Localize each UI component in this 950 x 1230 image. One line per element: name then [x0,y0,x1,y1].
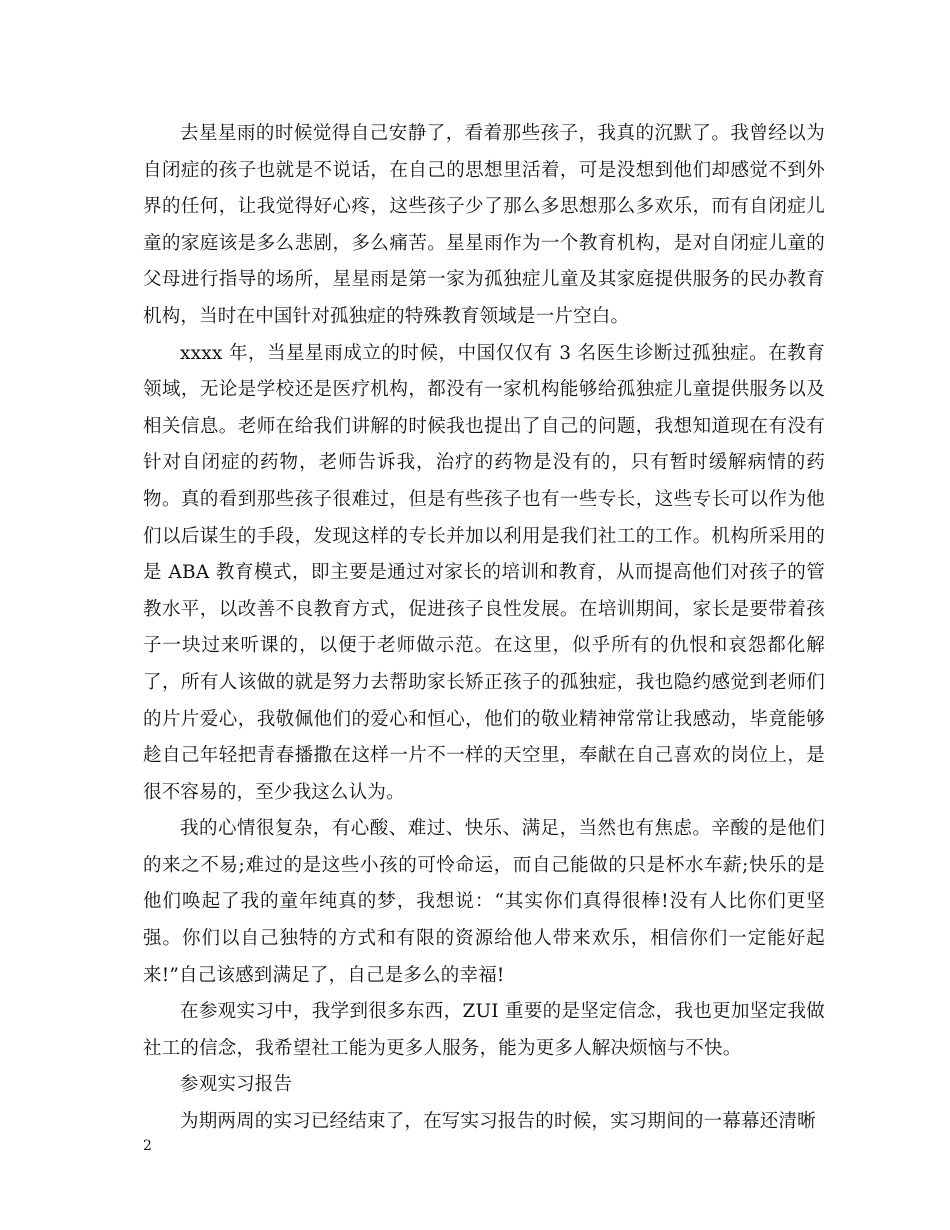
paragraph-star-rain-visit: 去星星雨的时候觉得自己安静了，看着那些孩子，我真的沉默了。我曾经以为自闭症的孩子也就是不说话，在自己的思想里活着，可是没想到他们却感觉不到外界的任何，让我觉得好心疼，这些孩子少了那么多思想那么多欢乐，而有自闭症儿童的家庭该是多么悲剧，多么痛苦。星星雨作为一个教育机构，是对自闭症儿童的父母进行指导的场所，星星雨是第一家为孤独症儿童及其家庭提供服务的民办教育机构，当时在中国针对孤独症的特殊教育领域是一片空白。 [143,123,825,327]
paragraph-report-intro: 为期两周的实习已经结束了，在写实习报告的时候，实习期间的一幕幕还清晰 [180,1111,816,1133]
section-heading: 参观实习报告 [180,1074,293,1096]
paragraph-feelings: 我的心情很复杂，有心酸、难过、快乐、满足，当然也有焦虑。辛酸的是他们的来之不易;难过的是这些小孩的可怜命运，而自己能做的只是杯水车薪;快乐的是他们唤起了我的童年纯真的梦，我想说：“其实你们真得很棒!没有人比你们更坚强。你们以自己独特的方式和有限的资源给他人带来欢乐，相信你们一定能好起来!”自己该感到满足了，自己是多么的幸福! [143,818,825,986]
page-number: 2 [143,1138,152,1154]
paragraph-autism-education: xxxx 年，当星星雨成立的时候，中国仅仅有 3 名医生诊断过孤独症。在教育领域，无论是学校还是医疗机构，都没有一家机构能够给孤独症儿童提供服务以及相关信息。老师在给我们讲解的时候我也提出了自己的问题，我想知道现在有没有针对自闭症的药物，老师告诉我，治疗的药物是没有的，只有暂时缓解病情的药物。真的看到那些孩子很难过，但是有些孩子也有一些专长，这些专长可以作为他们以后谋生的手段，发现这样的专长并加以利用是我们社工的工作。机构所采用的是 ABA 教育模式，即主要是通过对家长的培训和教育，从而提高他们对孩子的管教水平，以改善不良教育方式，促进孩子良性发展。在培训期间，家长是要带着孩子一块过来听课的，以便于老师做示范。在这里，似乎所有的仇恨和哀怨都化解了，所有人该做的就是努力去帮助家长矫正孩子的孤独症，我也隐约感觉到老师们的片片爱心，我敬佩他们的爱心和恒心，他们的敬业精神常常让我感动，毕竟能够趁自己年轻把青春播撒在这样一片不一样的天空里，奉献在自己喜欢的岗位上，是很不容易的，至少我这么认为。 [143,342,825,803]
paragraph-conclusion: 在参观实习中，我学到很多东西，ZUI 重要的是坚定信念，我也更加坚定我做社工的信念，我希望社工能为更多人服务，能为更多人解决烦恼与不快。 [143,1001,825,1059]
document-body [143,116,825,1141]
